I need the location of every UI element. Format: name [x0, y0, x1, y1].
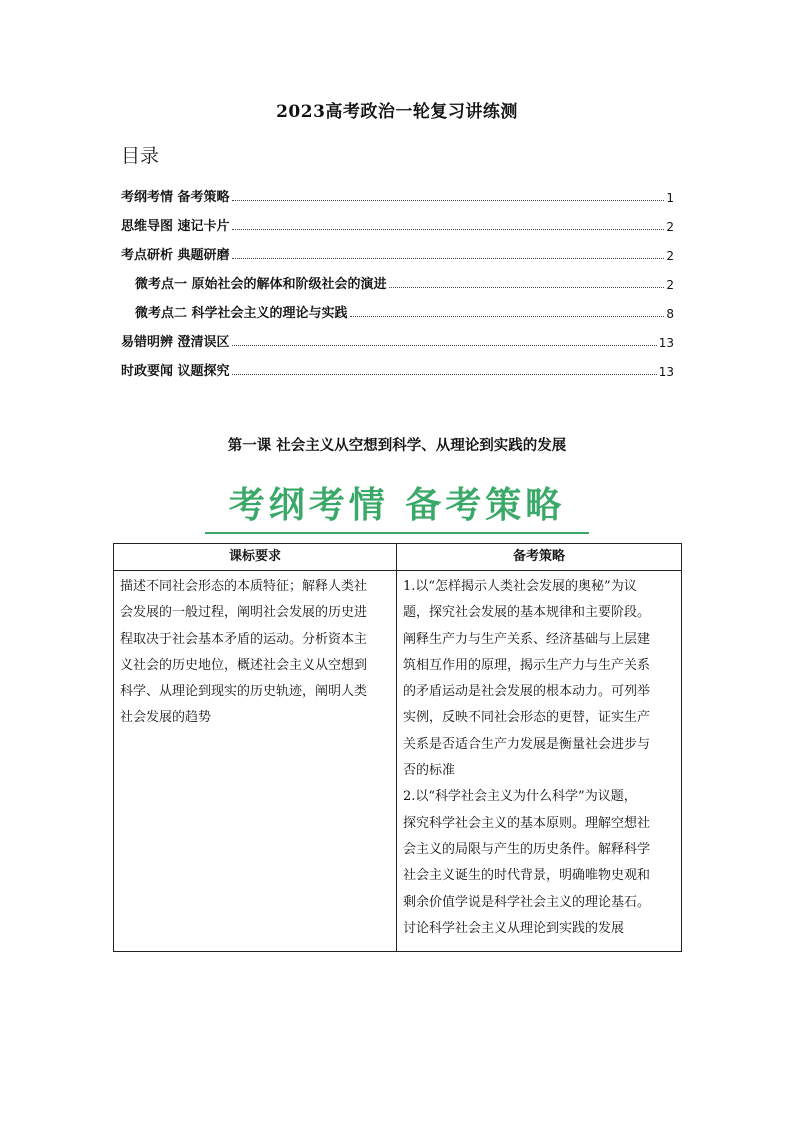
- cell-text-line: 1.以“怎样揭示人类社会发展的奥秘”为议: [403, 579, 637, 594]
- toc-entry[interactable]: [121, 205, 674, 234]
- cell-text-line: 否的标准: [403, 763, 456, 779]
- toc-entry-label: 考点研析 典题研磨: [121, 248, 230, 263]
- toc-entry-label: 考纲考情 备考策略: [121, 190, 230, 205]
- toc-leader-dots: [232, 257, 665, 259]
- cell-text-line: 科学、从理论到现实的历史轨迹，阐明人类: [120, 684, 368, 700]
- cell-text-line: 义社会的历史地位，概述社会主义从空想到: [120, 657, 368, 673]
- cell-text-line: 题，探究社会发展的基本规律和主要阶段。: [403, 605, 651, 621]
- cell-text-line: 会主义的局限与产生的历史条件。解释科学: [403, 841, 651, 857]
- cell-text-line: 剩余价值学说是科学社会主义的理论基石。: [403, 894, 651, 910]
- toc-leader-dots: [232, 199, 665, 201]
- cell-text-line: 描述不同社会形态的本质特征；解释人类社: [120, 579, 368, 594]
- toc-entry-page: 1: [666, 191, 674, 205]
- toc-entry-page: 2: [666, 220, 674, 234]
- toc-entry[interactable]: [121, 350, 674, 379]
- requirements-table: [113, 543, 682, 952]
- toc-subentry[interactable]: [121, 263, 674, 292]
- curriculum-requirements-cell: [114, 571, 397, 952]
- cell-text-line: 实例，反映不同社会形态的更替，证实生产: [403, 710, 651, 726]
- document-title: 2023高考政治一轮复习讲练测: [276, 102, 518, 122]
- toc-subentry[interactable]: [121, 292, 674, 321]
- section-banner: [205, 484, 589, 534]
- cell-text-line: 阐释生产力与生产关系、经济基础与上层建: [403, 631, 651, 647]
- toc-entry-page: 2: [666, 278, 674, 292]
- cell-text-line: 讨论科学社会主义从理论到实践的发展: [403, 920, 625, 936]
- table-header-cell: 备考策略: [397, 544, 682, 571]
- toc-leader-dots: [232, 373, 657, 375]
- toc-entry-page: 2: [666, 249, 674, 263]
- toc-entry-label: 微考点一 原始社会的解体和阶级社会的演进: [135, 277, 387, 292]
- exam-strategy-cell: [397, 571, 682, 952]
- toc-entry-page: 13: [658, 336, 674, 350]
- toc-entry-label: 易错明辨 澄清误区: [121, 335, 230, 350]
- cell-text-line: 筑相互作用的原理，揭示生产力与生产关系: [403, 657, 651, 673]
- banner-underline: [205, 532, 589, 534]
- toc-leader-dots: [389, 286, 665, 288]
- toc-leader-dots: [350, 315, 665, 317]
- toc-heading: 目录: [121, 145, 160, 167]
- toc-leader-dots: [232, 228, 665, 230]
- table-of-contents: [121, 176, 674, 379]
- toc-entry-label: 思维导图 速记卡片: [121, 219, 230, 234]
- toc-entry[interactable]: [121, 176, 674, 205]
- table-header-cell: 课标要求: [114, 544, 397, 571]
- cell-text-line: 探究科学社会主义的基本原则。理解空想社: [403, 815, 651, 831]
- cell-text-line: 程取决于社会基本矛盾的运动。分析资本主: [120, 631, 368, 647]
- table-header-row: [114, 544, 682, 571]
- toc-entry[interactable]: [121, 234, 674, 263]
- banner-text: 考纲考情 备考策略: [228, 485, 566, 526]
- cell-text-line: 的矛盾运动是社会发展的根本动力。可列举: [403, 684, 651, 700]
- cell-text-line: 社会主义诞生的时代背景，明确唯物史观和: [403, 868, 651, 884]
- cell-text-line: 会发展的一般过程，阐明社会发展的历史进: [120, 605, 368, 621]
- toc-entry-page: 13: [658, 365, 674, 379]
- toc-leader-dots: [232, 344, 657, 346]
- toc-entry-label: 微考点二 科学社会主义的理论与实践: [135, 306, 348, 321]
- table-row: [114, 571, 682, 952]
- toc-entry-label: 时政要闻 议题探究: [121, 364, 230, 379]
- toc-entry[interactable]: [121, 321, 674, 350]
- toc-entry-page: 8: [666, 307, 674, 321]
- cell-text-line: 2.以“科学社会主义为什么科学”为议题，: [403, 789, 637, 805]
- cell-text-line: 关系是否适合生产力发展是衡量社会进步与: [403, 736, 651, 752]
- cell-text-line: 社会发展的趋势: [120, 710, 212, 726]
- lesson-title: 第一课 社会主义从空想到科学、从理论到实践的发展: [227, 437, 567, 454]
